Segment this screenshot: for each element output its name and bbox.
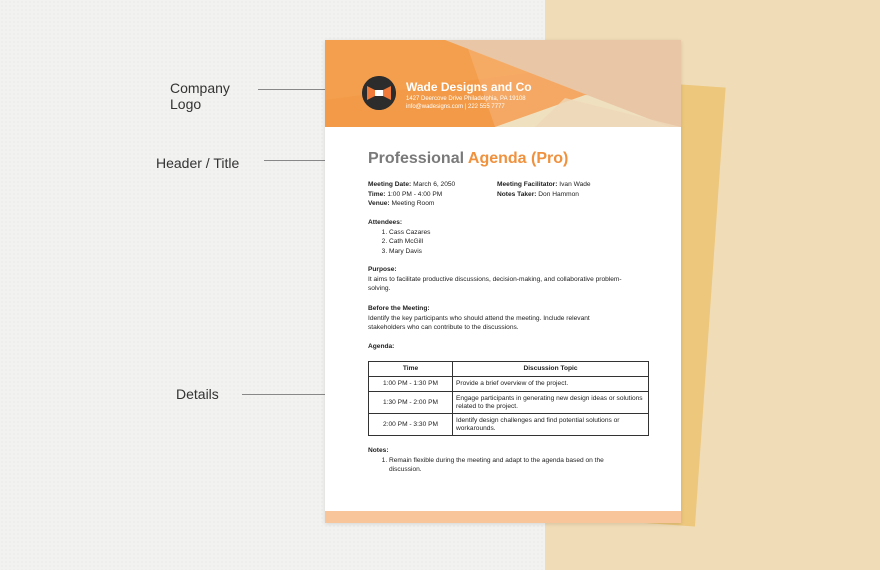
note-item: 1. Remain flexible during the meeting and adapt to the agenda based on the discussion. xyxy=(389,456,624,475)
attendee-item: 3. Mary Davis xyxy=(389,247,628,257)
title-part-2: Agenda (Pro) xyxy=(467,150,569,167)
agenda-document xyxy=(325,40,681,523)
meeting-date-value: March 6, 2050 xyxy=(413,181,456,188)
meeting-time-value: 1:00 PM - 4:00 PM xyxy=(387,191,443,198)
agenda-row-topic: Provide a brief overview of the project. xyxy=(453,377,649,392)
title-part-1: Professional xyxy=(368,150,465,167)
company-address: 1427 Deercove Drive Philadelphia, PA 19108 xyxy=(406,96,526,102)
notes-list xyxy=(389,456,624,475)
notes-section xyxy=(368,446,628,475)
purpose-label: Purpose: xyxy=(368,266,397,273)
meeting-time xyxy=(368,190,442,199)
callout-logo-line1: Company xyxy=(170,80,230,96)
agenda-section xyxy=(368,342,628,352)
callout-logo-line2: Logo xyxy=(170,96,202,112)
company-contact: info@wadesigns.com | 222 555 7777 xyxy=(406,104,505,110)
meeting-time-label: Time: xyxy=(368,191,386,198)
table-row xyxy=(369,392,649,414)
document-header xyxy=(325,40,681,127)
table-row xyxy=(369,414,649,436)
company-name: Wade Designs and Co xyxy=(406,80,532,94)
agenda-header-time: Time xyxy=(369,362,453,377)
before-meeting-label: Before the Meeting: xyxy=(368,305,430,312)
agenda-table xyxy=(368,361,649,436)
agenda-row-time: 2:00 PM - 3:30 PM xyxy=(369,414,453,436)
meeting-date xyxy=(368,180,455,189)
meeting-venue-value: Meeting Room xyxy=(391,200,435,207)
attendees-list xyxy=(389,228,628,257)
meeting-facilitator xyxy=(497,180,591,189)
agenda-row-time: 1:00 PM - 1:30 PM xyxy=(369,377,453,392)
before-meeting-section xyxy=(368,304,628,333)
attendees-label: Attendees: xyxy=(368,219,403,226)
table-row xyxy=(369,377,649,392)
company-logo xyxy=(362,76,396,110)
agenda-row-topic: Identify design challenges and find potential solutions or workarounds. xyxy=(453,414,649,436)
meeting-facilitator-value: Ivan Wade xyxy=(559,181,591,188)
attendees-section xyxy=(368,218,628,256)
callout-details: Details xyxy=(176,386,219,402)
purpose-text: It aims to facilitate productive discussions, decision-making, and collaborative problem-solving. xyxy=(368,275,622,292)
callout-company-logo xyxy=(170,80,230,112)
notes-taker-value: Don Hammon xyxy=(538,191,579,198)
meeting-facilitator-label: Meeting Facilitator: xyxy=(497,181,558,188)
notes-taker-label: Notes Taker: xyxy=(497,191,537,198)
callout-details-line xyxy=(242,394,336,395)
footer-bar xyxy=(325,511,681,523)
callout-header: Header / Title xyxy=(156,155,240,171)
agenda-label: Agenda: xyxy=(368,343,395,350)
attendee-item: 2. Cath McGill xyxy=(389,237,628,247)
company-logo-icon xyxy=(362,76,396,110)
meeting-venue xyxy=(368,199,434,208)
agenda-table-header xyxy=(369,362,649,377)
before-meeting-text: Identify the key participants who should attend the meeting. Include relevant stakeholders who can contribute to the discussions. xyxy=(368,314,590,331)
agenda-header-topic: Discussion Topic xyxy=(453,362,649,377)
attendee-item: 1. Cass Cazares xyxy=(389,228,628,238)
notes-taker xyxy=(497,190,579,199)
page-title xyxy=(368,150,568,168)
meeting-date-label: Meeting Date: xyxy=(368,181,412,188)
purpose-section xyxy=(368,265,628,294)
notes-label: Notes: xyxy=(368,447,389,454)
agenda-row-topic: Engage participants in generating new design ideas or solutions related to the project. xyxy=(453,392,649,414)
agenda-row-time: 1:30 PM - 2:00 PM xyxy=(369,392,453,414)
meeting-venue-label: Venue: xyxy=(368,200,390,207)
